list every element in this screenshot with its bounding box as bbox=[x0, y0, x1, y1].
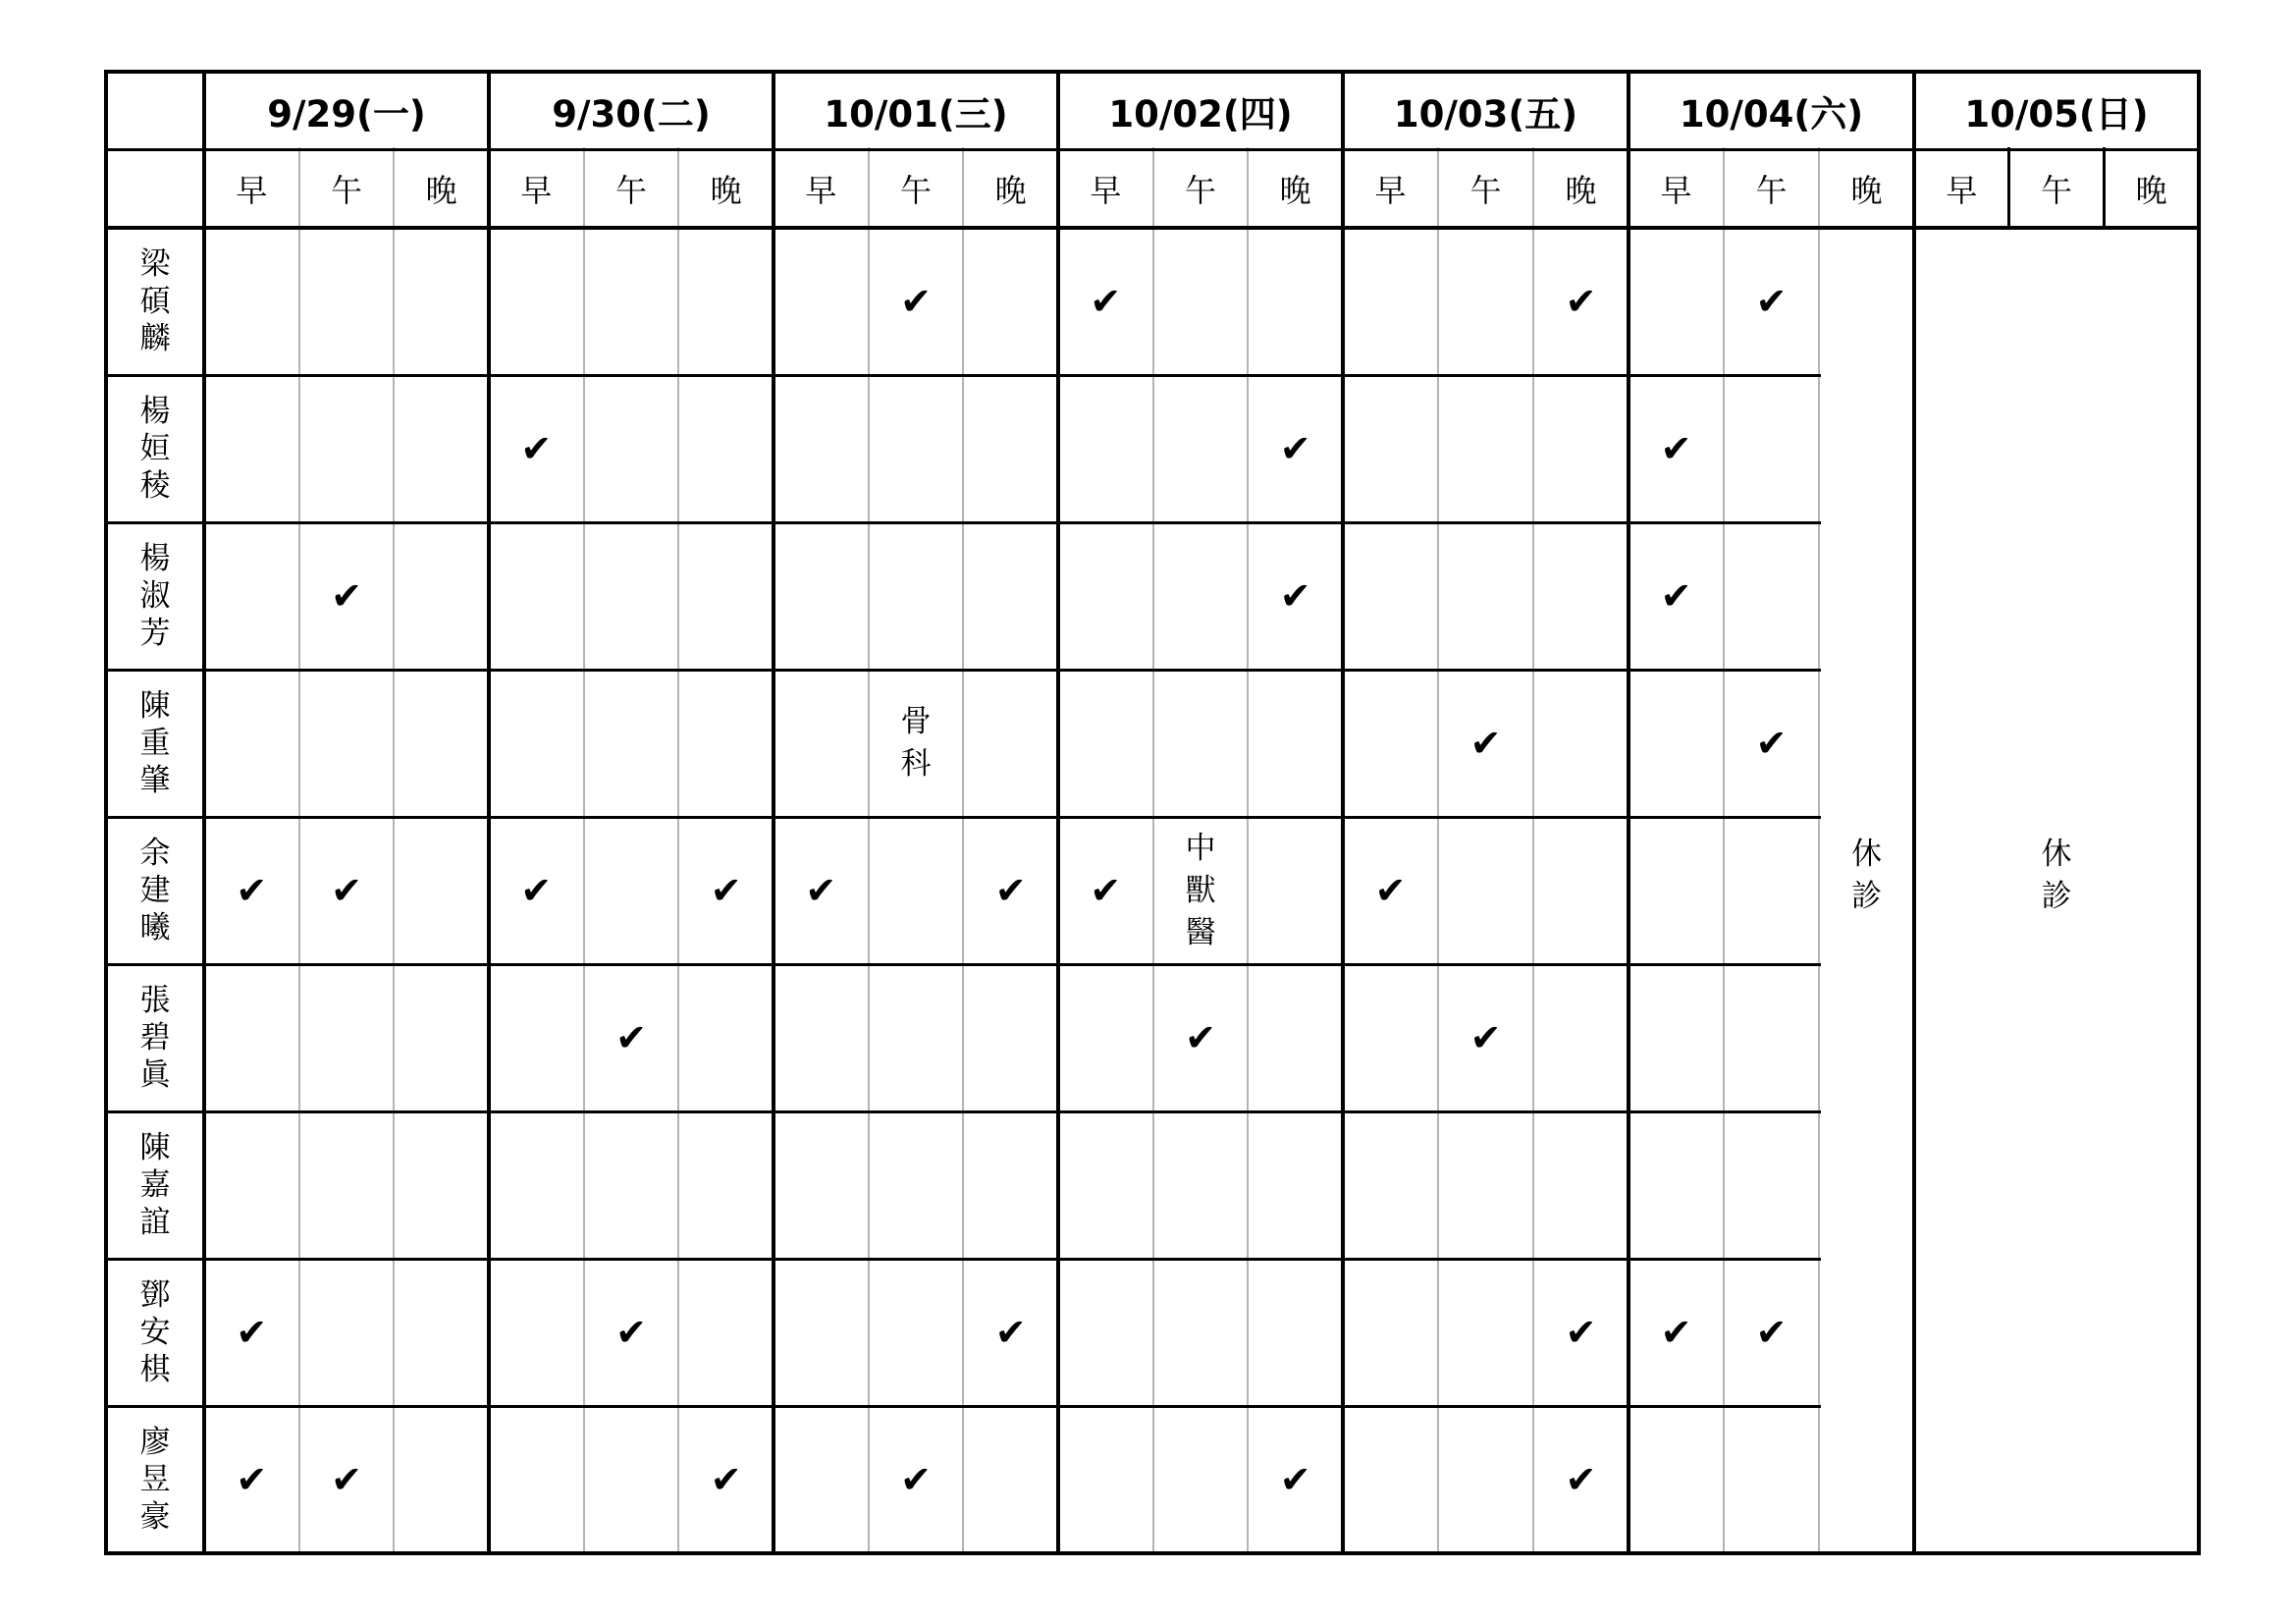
slot-header: 午 bbox=[614, 172, 647, 209]
row-divider bbox=[104, 521, 1821, 524]
day-divider bbox=[202, 70, 206, 1555]
check-mark: ✔ bbox=[1469, 1016, 1502, 1059]
slot-header: 晚 bbox=[994, 172, 1027, 209]
header-divider bbox=[104, 148, 2201, 151]
check-mark: ✔ bbox=[236, 1458, 268, 1501]
check-mark: ✔ bbox=[331, 1458, 362, 1501]
sunday-closed-label: 休 診 bbox=[2041, 837, 2072, 914]
slot-header: 早 bbox=[1946, 172, 1978, 209]
check-mark: ✔ bbox=[1565, 280, 1597, 323]
slot-header: 午 bbox=[899, 172, 932, 209]
date-header: 10/01(三) bbox=[824, 92, 1008, 135]
check-mark: ✔ bbox=[1279, 574, 1311, 618]
check-mark: ✔ bbox=[520, 427, 553, 470]
check-mark: ✔ bbox=[1469, 722, 1502, 765]
slot-header: 午 bbox=[1755, 172, 1788, 209]
slot-header: 早 bbox=[236, 172, 268, 209]
check-mark: ✔ bbox=[331, 869, 362, 912]
border-top bbox=[104, 70, 2201, 74]
specialty-note: 骨 科 bbox=[900, 704, 932, 782]
slot-header: 早 bbox=[1090, 172, 1122, 209]
check-mark: ✔ bbox=[331, 574, 362, 618]
check-mark: ✔ bbox=[615, 1311, 647, 1354]
check-mark: ✔ bbox=[1755, 722, 1788, 765]
check-mark: ✔ bbox=[236, 1311, 268, 1354]
border-right bbox=[2197, 70, 2201, 1555]
check-mark: ✔ bbox=[1090, 869, 1122, 912]
slot-header: 早 bbox=[1374, 172, 1407, 209]
check-mark: ✔ bbox=[900, 280, 932, 323]
day-divider bbox=[1341, 70, 1345, 1555]
check-mark: ✔ bbox=[994, 869, 1027, 912]
check-mark: ✔ bbox=[900, 1458, 932, 1501]
row-divider bbox=[104, 1258, 1821, 1261]
row-divider bbox=[104, 669, 1821, 672]
slot-header: 早 bbox=[520, 172, 553, 209]
slot-header: 晚 bbox=[1279, 172, 1311, 209]
check-mark: ✔ bbox=[1660, 427, 1692, 470]
doctor-name: 楊 姮 稜 bbox=[139, 394, 171, 504]
day-divider bbox=[1056, 70, 1060, 1555]
check-mark: ✔ bbox=[1565, 1458, 1597, 1501]
slot-header: 午 bbox=[1184, 172, 1216, 209]
doctor-name: 張 碧 眞 bbox=[139, 983, 171, 1093]
day-divider bbox=[772, 70, 775, 1555]
row-divider bbox=[104, 816, 1821, 819]
check-mark: ✔ bbox=[1185, 1016, 1216, 1059]
check-mark: ✔ bbox=[710, 869, 742, 912]
check-mark: ✔ bbox=[1565, 1311, 1597, 1354]
date-header: 10/02(四) bbox=[1108, 92, 1293, 135]
slot-header: 午 bbox=[330, 172, 362, 209]
slot-header: 晚 bbox=[1850, 172, 1883, 209]
date-header: 10/04(六) bbox=[1679, 92, 1864, 135]
day-divider bbox=[1627, 70, 1630, 1555]
slot-header: 早 bbox=[805, 172, 837, 209]
day-divider bbox=[487, 70, 491, 1555]
day-divider bbox=[1912, 70, 1916, 1555]
corner-cell-2 bbox=[106, 149, 204, 228]
check-mark: ✔ bbox=[1279, 1458, 1311, 1501]
row-divider bbox=[104, 1110, 1821, 1113]
check-mark: ✔ bbox=[805, 869, 837, 912]
doctor-name: 陳 重 肇 bbox=[139, 688, 171, 798]
slot-header: 晚 bbox=[425, 172, 457, 209]
check-mark: ✔ bbox=[1279, 427, 1311, 470]
check-mark: ✔ bbox=[994, 1311, 1027, 1354]
slot-header: 早 bbox=[1660, 172, 1692, 209]
doctor-name: 楊 淑 芳 bbox=[139, 541, 171, 651]
date-header: 9/30(二) bbox=[552, 92, 711, 135]
slot-header: 午 bbox=[2040, 172, 2072, 209]
border-bottom bbox=[104, 1551, 2201, 1555]
check-mark: ✔ bbox=[710, 1458, 742, 1501]
check-mark: ✔ bbox=[520, 869, 553, 912]
header-bottom bbox=[104, 226, 2201, 230]
row-divider bbox=[104, 374, 1821, 377]
closed-label: 休 診 bbox=[1851, 837, 1882, 914]
corner-cell bbox=[106, 72, 204, 149]
date-header: 10/03(五) bbox=[1393, 92, 1578, 135]
check-mark: ✔ bbox=[615, 1016, 647, 1059]
specialty-note: 中 獸 醫 bbox=[1185, 830, 1216, 950]
row-divider bbox=[104, 1405, 1821, 1408]
slot-header: 晚 bbox=[2135, 172, 2167, 209]
check-mark: ✔ bbox=[1374, 869, 1407, 912]
date-header: 10/05(日) bbox=[1964, 92, 2149, 135]
doctor-name: 陳 嘉 誼 bbox=[139, 1130, 171, 1240]
doctor-name: 余 建 曦 bbox=[139, 836, 171, 946]
slot-header: 午 bbox=[1469, 172, 1502, 209]
check-mark: ✔ bbox=[1755, 280, 1788, 323]
slot-header: 晚 bbox=[710, 172, 742, 209]
row-divider bbox=[104, 963, 1821, 966]
check-mark: ✔ bbox=[1660, 1311, 1692, 1354]
date-header: 9/29(一) bbox=[267, 92, 426, 135]
slot-header: 晚 bbox=[1565, 172, 1597, 209]
doctor-name: 廖 昱 豪 bbox=[139, 1425, 171, 1535]
doctor-name: 梁 碩 麟 bbox=[139, 246, 171, 356]
check-mark: ✔ bbox=[1090, 280, 1122, 323]
check-mark: ✔ bbox=[236, 869, 268, 912]
border-left bbox=[104, 70, 108, 1555]
check-mark: ✔ bbox=[1660, 574, 1692, 618]
doctor-name: 鄧 安 棋 bbox=[139, 1277, 171, 1387]
check-mark: ✔ bbox=[1755, 1311, 1788, 1354]
